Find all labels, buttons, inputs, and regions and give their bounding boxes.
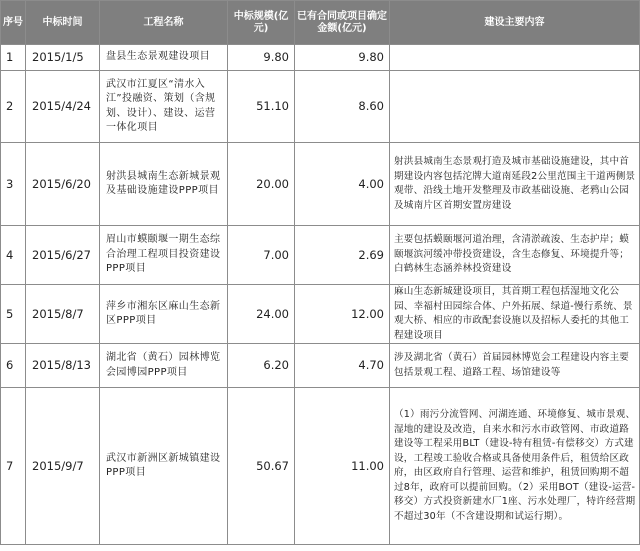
cell-scale: 24.00 (228, 285, 295, 344)
cell-scale: 50.67 (228, 388, 295, 545)
cell-name: 武汉市新洲区新城镇建设PPP项目 (100, 388, 228, 545)
cell-content: 麻山生态新城建设项目，其首期工程包括湿地文化公园、幸福村田园综合体、户外拓展、绿道-慢行系统、景观大桥、相应的市政配套设施以及招标人委托的其他工程建设项目 (390, 285, 640, 344)
cell-scale: 51.10 (228, 71, 295, 143)
header-seq: 序号 (1, 1, 26, 45)
cell-seq: 1 (1, 45, 26, 71)
cell-seq: 2 (1, 71, 26, 143)
table-row (1, 388, 640, 545)
cell-seq: 3 (1, 143, 26, 226)
table-row (1, 45, 640, 71)
header-content: 建设主要内容 (390, 1, 640, 45)
cell-amount: 12.00 (295, 285, 390, 344)
cell-seq: 6 (1, 344, 26, 388)
cell-amount: 2.69 (295, 226, 390, 285)
cell-name: 武汉市江夏区“清水入江”投融资、策划（含规划、设计）、建设、运营一体化项目 (100, 71, 228, 143)
cell-amount: 8.60 (295, 71, 390, 143)
cell-date: 2015/9/7 (26, 388, 100, 545)
cell-amount: 4.70 (295, 344, 390, 388)
cell-name: 萍乡市湘东区麻山生态新区PPP项目 (100, 285, 228, 344)
cell-date: 2015/6/27 (26, 226, 100, 285)
header-name: 工程名称 (100, 1, 228, 45)
cell-content (390, 71, 640, 143)
cell-name: 盘县生态景观建设项目 (100, 45, 228, 71)
cell-content: 涉及湖北省（黄石）首届园林博览会工程建设内容主要包括景观工程、道路工程、场馆建设等 (390, 344, 640, 388)
cell-scale: 7.00 (228, 226, 295, 285)
cell-amount: 9.80 (295, 45, 390, 71)
cell-date: 2015/8/7 (26, 285, 100, 344)
cell-scale: 20.00 (228, 143, 295, 226)
cell-name: 湖北省（黄石）园林博览会园博园PPP项目 (100, 344, 228, 388)
cell-content: （1）雨污分流管网、河湖连通、环境修复、城市景观、湿地的建设及改造，自来水和污水市政管网、市政道路建设等工程采用BLT（建设-特有租赁-有偿移交）方式建设，工程竣工验收合格或具备使用条件后，租赁给区政府，由区政府自行管理、运营和维护，租赁回购期不超过8年，政府可以提前回购。（2）采用BOT（建设-运营-移交）方式投资新建水厂1座、污水处理厂，特许经营期不超过30年（不含建设期和试运行期）。 (390, 388, 640, 545)
table-header-row (1, 1, 640, 45)
cell-content (390, 45, 640, 71)
table-row (1, 285, 640, 344)
cell-name: 眉山市蟆颐堰一期生态综合治理工程项目投资建设PPP项目 (100, 226, 228, 285)
cell-scale: 9.80 (228, 45, 295, 71)
cell-date: 2015/4/24 (26, 71, 100, 143)
header-amount: 已有合同或项目确定金额(亿元) (295, 1, 390, 45)
cell-scale: 6.20 (228, 344, 295, 388)
header-date: 中标时间 (26, 1, 100, 45)
table-row (1, 71, 640, 143)
table-row (1, 143, 640, 226)
cell-seq: 7 (1, 388, 26, 545)
cell-amount: 4.00 (295, 143, 390, 226)
cell-seq: 4 (1, 226, 26, 285)
cell-amount: 11.00 (295, 388, 390, 545)
table-row (1, 226, 640, 285)
cell-date: 2015/6/20 (26, 143, 100, 226)
cell-date: 2015/1/5 (26, 45, 100, 71)
cell-date: 2015/8/13 (26, 344, 100, 388)
cell-name: 射洪县城南生态新城景观及基础设施建设PPP项目 (100, 143, 228, 226)
table-row (1, 344, 640, 388)
cell-content: 射洪县城南生态景观打造及城市基础设施建设，其中首期建设内容包括沱牌大道南延段2公里范围主干道两侧景观带、沿线土地开发整理及市政基础设施、老鸦山公园及城南片区首期安置房建设 (390, 143, 640, 226)
cell-seq: 5 (1, 285, 26, 344)
header-scale: 中标规模(亿元) (228, 1, 295, 45)
cell-content: 主要包括蟆颐堰河道治理，含清淤疏浚、生态护岸；蟆颐堰滨河缓冲带投资建设，含生态修复、环境提升等；白鹤林生态涵养林投资建设 (390, 226, 640, 285)
